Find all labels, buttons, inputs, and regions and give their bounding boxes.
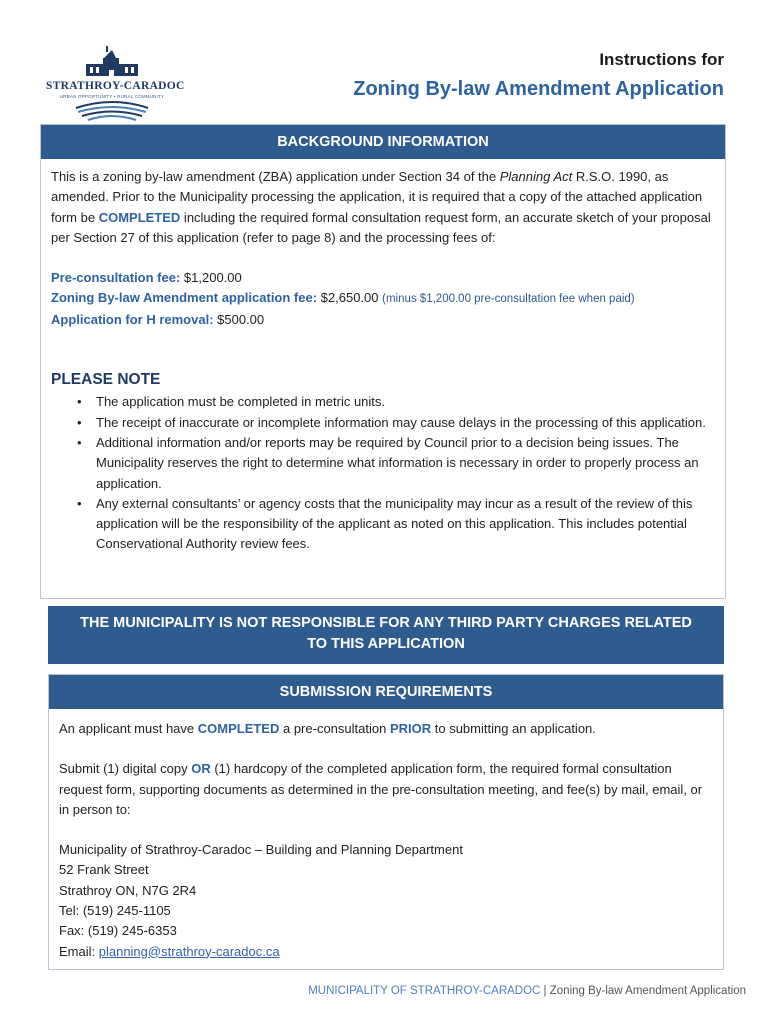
or-emphasis: OR <box>191 761 211 777</box>
intro-text-a: This is a zoning by-law amendment (ZBA) application under Section 34 of the <box>51 169 500 184</box>
page-title-line2: Zoning By-law Amendment Application <box>353 78 724 100</box>
completed-emphasis: COMPLETED <box>98 209 181 225</box>
fee-item <box>51 268 715 288</box>
note-text: Additional information and/or reports may be required by Council prior to a decision being issues. The Municipality reserves the right to determine what information is necessary in order to properly process an application. <box>96 434 699 491</box>
list-item <box>51 392 715 412</box>
email-label: Email: <box>59 943 99 959</box>
fee-item <box>51 288 715 309</box>
submission-paragraph-2 <box>59 759 713 820</box>
fee-value: $1,200.00 <box>180 270 242 286</box>
completed-emphasis: COMPLETED <box>197 721 280 736</box>
third-party-warning-banner <box>48 606 724 664</box>
fees-list <box>51 268 715 330</box>
fee-label: Pre-consultation fee: <box>51 270 181 286</box>
phone-line: Tel: (519) 245-1105 <box>59 903 171 919</box>
fee-label: Zoning By-law Amendment application fee: <box>51 290 318 306</box>
please-note-heading: PLEASE NOTE <box>51 371 161 389</box>
prior-emphasis: PRIOR <box>389 721 432 736</box>
intro-text-b: R.S.O. 1990, as amended. Prior to the Municipality processing the application, it is required that a copy of the attached application form be <box>51 169 703 225</box>
submission-paragraph-1 <box>59 719 713 739</box>
list-item <box>51 413 715 433</box>
bullet-icon: • <box>77 495 82 511</box>
spacer <box>59 739 713 759</box>
footer-separator: | <box>540 985 550 997</box>
address-line: Strathroy ON, N7G 2R4 <box>59 882 197 898</box>
address-line: Municipality of Strathroy-Caradoc – Building and Planning Department <box>59 842 463 858</box>
background-body <box>41 159 725 555</box>
fee-note: (minus $1,200.00 pre-consultation fee when paid) <box>382 293 635 306</box>
p1-text-a: An applicant must have <box>59 721 198 736</box>
background-heading: BACKGROUND INFORMATION <box>41 125 725 159</box>
p2-text-a: Submit (1) digital copy <box>59 761 192 777</box>
submission-heading: SUBMISSION REQUIREMENTS <box>49 675 723 709</box>
please-note-list <box>51 392 715 554</box>
bullet-icon: • <box>77 394 82 410</box>
list-item <box>51 494 715 555</box>
intro-text-c: including the required formal consultation request form, an accurate sketch of your proposal per Section 27 of this application (refer to page 8) and the processing fees of: <box>51 209 711 245</box>
fee-label: Application for H removal: <box>51 311 214 327</box>
footer-org: MUNICIPALITY OF STRATHROY-CARADOC <box>308 985 541 997</box>
fee-value: $2,650.00 <box>317 290 383 306</box>
footer-doc-title: Zoning By-law Amendment Application <box>549 985 746 997</box>
submission-body <box>49 709 723 962</box>
p1-text-b: a pre-consultation <box>279 721 390 736</box>
page-footer <box>308 985 746 997</box>
background-intro <box>51 167 715 248</box>
note-text: The receipt of inaccurate or incomplete information may cause delays in the processing of this application. <box>96 414 706 430</box>
logo-tagline: URBAN OPPORTUNITY • RURAL COMMUNITY <box>59 94 165 99</box>
note-text: The application must be completed in metric units. <box>96 394 386 410</box>
logo-name: STRATHROY-CARADOC <box>46 80 185 92</box>
bullet-icon: • <box>77 434 82 450</box>
bullet-icon: • <box>77 414 82 430</box>
fax-line: Fax: (519) 245-6353 <box>59 923 177 939</box>
warning-line1: THE MUNICIPALITY IS NOT RESPONSIBLE FOR ANY THIRD PARTY CHARGES RELATED <box>80 615 692 631</box>
warning-line2: TO THIS APPLICATION <box>307 636 465 652</box>
list-item <box>51 433 715 494</box>
p2-text-b: (1) hardcopy of the completed application form, the required formal consultation request form, supporting documents as determined in the pre-consultation meeting, and fee(s) by mail, email, or in person to: <box>59 761 703 817</box>
note-text: Any external consultants’ or agency costs that the municipality may incur as a result of the review of this application will be the responsibility of the applicant as noted on this application. This includes potential Conservational Authority review fees. <box>96 495 693 552</box>
fee-value: $500.00 <box>213 311 265 327</box>
p1-text-c: to submitting an application. <box>431 721 596 736</box>
spacer <box>59 820 713 840</box>
email-line <box>59 942 713 962</box>
fee-item <box>51 310 715 330</box>
page-title-line1: Instructions for <box>599 50 724 69</box>
background-section <box>40 124 726 599</box>
address-line: 52 Frank Street <box>59 862 149 878</box>
planning-act-text: Planning Act <box>499 169 573 184</box>
submission-section <box>48 674 724 970</box>
email-link[interactable]: planning@strathroy-caradoc.ca <box>98 943 280 959</box>
municipality-logo <box>46 44 185 124</box>
